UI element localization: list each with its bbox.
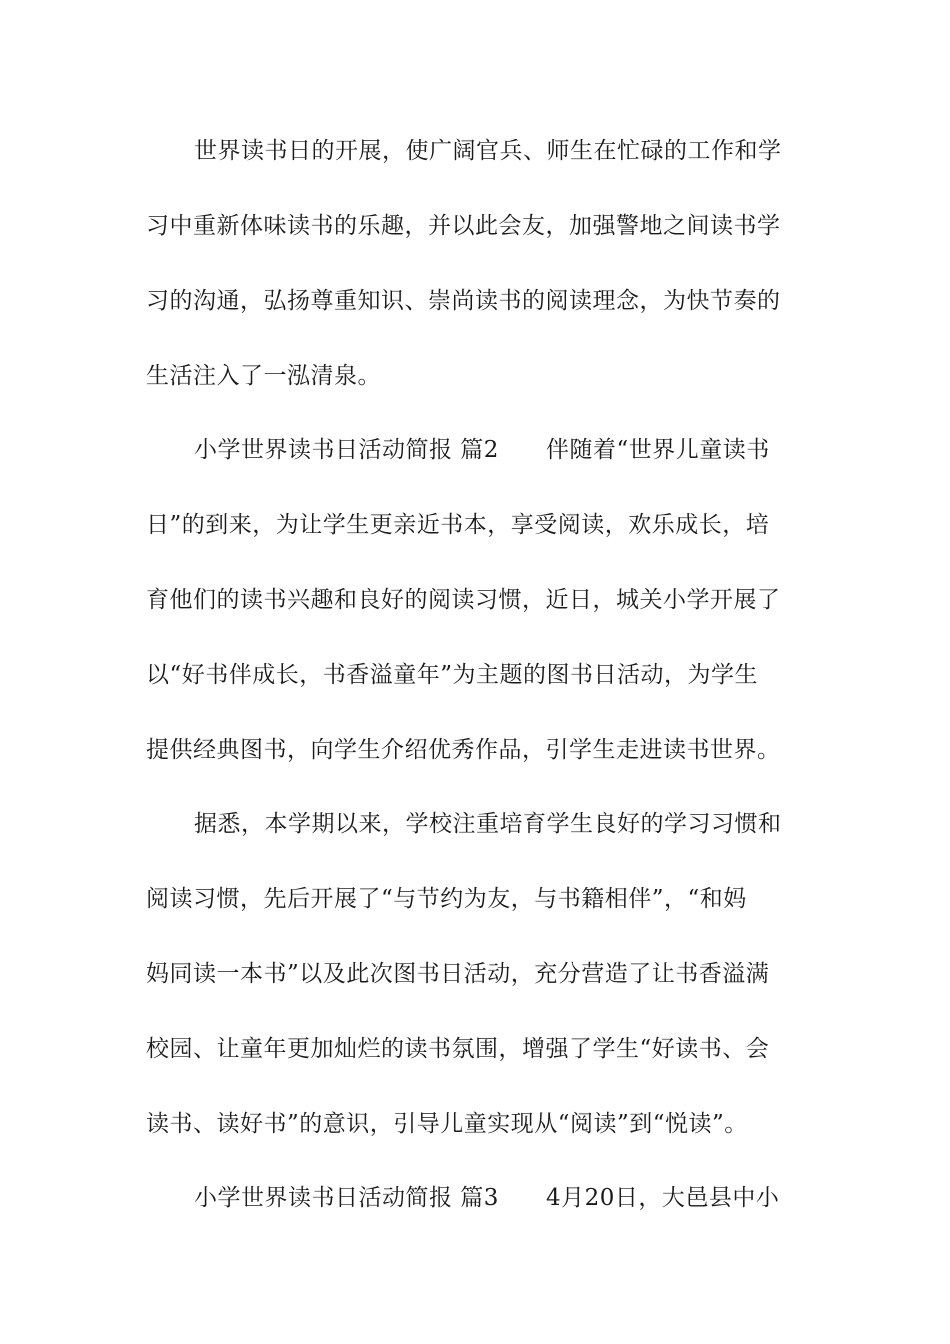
text-line: 育他们的读书兴趣和良好的阅读习惯，近日，城关小学开展了 [146,587,781,613]
text-line: 日”的到来，为让学生更亲近书本，享受阅读，欢乐成长，培 [146,512,770,538]
text-line: 小学世界读书日活动简报 篇2 伴随着“世界儿童读书 [194,437,770,463]
text-line: 习的沟通，弘扬尊重知识、崇尚读书的阅读理念，为快节奏的 [146,288,781,314]
text-line: 小学世界读书日活动简报 篇3 4月20日，大邑县中小 [194,1185,780,1211]
text-line: 据悉，本学期以来，学校注重培育学生良好的学习习惯和 [194,811,782,837]
text-line: 生活注入了一泓清泉。 [146,363,381,389]
text-line: 读书、读好书”的意识，引导儿童实现从“阅读”到“悦读”。 [146,1111,748,1137]
text-line: 阅读习惯，先后开展了“与节约为友，与书籍相伴”，“和妈 [146,886,747,912]
text-line: 提供经典图书，向学生介绍优秀作品，引学生走进读书世界。 [146,737,781,763]
text-line: 妈同读一本书”以及此次图书日活动，充分营造了让书香溢满 [146,961,770,987]
text-line: 校园、让童年更加灿烂的读书氛围，增强了学生“好读书、会 [146,1036,770,1062]
text-line: 世界读书日的开展，使广阔官兵、师生在忙碌的工作和学 [194,138,782,164]
text-line: 以“好书伴成长，书香溢童年”为主题的图书日活动，为学生 [146,662,759,688]
text-line: 习中重新体味读书的乐趣，并以此会友，加强警地之间读书学 [146,213,781,239]
